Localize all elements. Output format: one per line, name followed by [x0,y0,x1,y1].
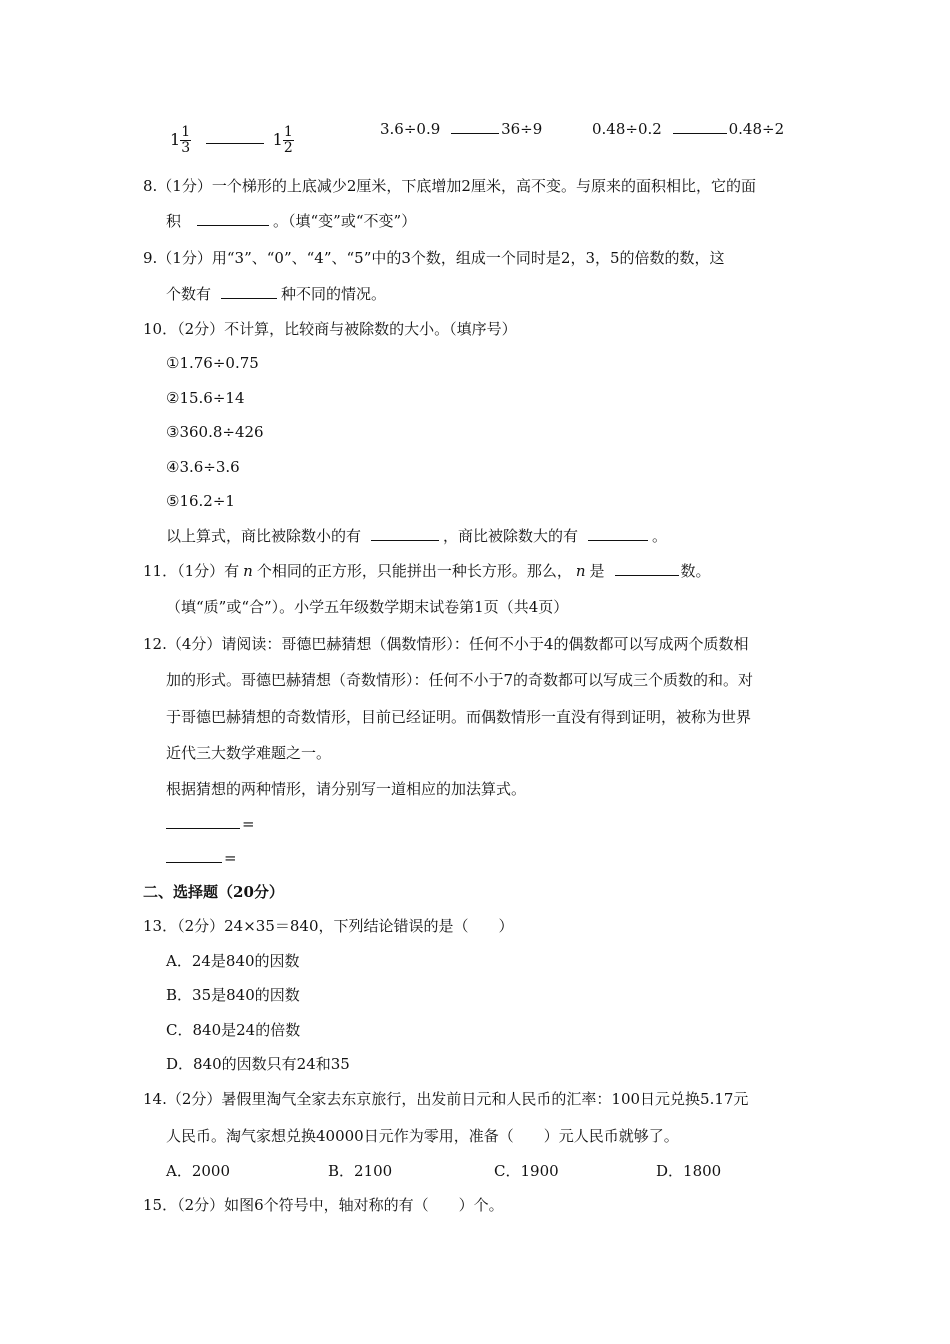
q12-line4: 近代三大数学难题之一。 [166,744,332,762]
q12-line2: 加的形式。哥德巴赫猜想（奇数情形）：任何不小于7的奇数都可以写成三个质数的和。对 [166,671,754,689]
answer-blank[interactable] [615,561,679,576]
compare-expression-1 [380,119,542,139]
fraction-1 [180,125,191,156]
compare-expression-2 [592,119,784,139]
q10-answer-post: 。 [652,527,668,545]
answer-blank[interactable] [206,129,264,144]
fraction-1-numerator: 1 [181,123,191,140]
q8-line2 [166,211,416,231]
mixed-number-1-whole: 1 [170,130,181,149]
q9-line2-pre: 个数有 [166,285,212,303]
answer-blank[interactable] [588,526,648,541]
q11-mid: 个相同的正方形，只能拼出一种长方形。那么， [256,562,572,580]
q9-line2 [166,284,386,304]
q10-title: 10．（2分）不计算，比较商与被除数的大小。（填序号） [143,320,517,338]
q10-item: ③360.8÷426 [166,423,264,441]
q8-line1: 8.（1分）一个梯形的上底减少2厘米，下底增加2厘米，高不变。与原来的面积相比，它的面 [143,177,756,195]
answer-blank[interactable] [371,526,439,541]
q10-answer-mid: ，商比被除数大的有 [443,527,579,545]
q10-answer-line [166,526,667,546]
q8-line2-post: 。（填“变”或“不变”） [273,212,417,230]
answer-blank[interactable] [673,119,727,134]
q12-equation-1 [166,814,255,834]
q11-variable: n [243,562,253,580]
q11-line2: （填“质”或“合”）。小学五年级数学期末试卷第1页（共4页） [166,598,569,616]
q12-line5: 根据猜想的两种情形，请分别写一道相应的加法算式。 [166,780,527,798]
q13-title: 13．（2分）24×35＝840，下列结论错误的是（ ） [143,917,514,935]
q10-item: ⑤16.2÷1 [166,492,235,510]
q15-title: 15．（2分）如图6个符号中，轴对称的有（ ）个。 [143,1196,504,1214]
fraction-2 [283,125,294,156]
q14-option[interactable]: A．2000 [166,1162,231,1180]
answer-blank[interactable] [197,211,269,226]
q11-line1 [143,561,711,581]
q11-variable: n [575,562,586,580]
q9-line1: 9.（1分）用“3”、“0”、“4”、“5”中的3个数，组成一个同时是2，3，5的倍数的数，这 [143,249,725,267]
q10-item: ①1.76÷0.75 [166,354,259,372]
q14-line1: 14.（2分）暑假里淘气全家去东京旅行，出发前日元和人民币的汇率：100日元兑换5.17元 [143,1090,749,1108]
q10-item: ②15.6÷14 [166,389,245,407]
q12-equation-2 [166,848,237,868]
compare-row [170,118,294,160]
fraction-2-denominator: 2 [283,139,293,156]
q10-answer-pre: 以上算式，商比被除数小的有 [166,527,362,545]
answer-blank[interactable] [166,814,240,829]
q11-mid2: 是 [589,562,605,580]
equals-sign: = [242,815,255,833]
q12-line1: 12.（4分）请阅读：哥德巴赫猜想（偶数情形）：任何不小于4的偶数都可以写成两个质数相 [143,635,749,653]
q8-line2-pre: 积 [166,212,182,230]
q14-option[interactable]: C．1900 [494,1162,559,1180]
q13-option[interactable]: B．35是840的因数 [166,986,300,1004]
equals-sign: = [224,849,237,867]
q10-item: ④3.6÷3.6 [166,458,240,476]
q13-option[interactable]: C．840是24的倍数 [166,1021,301,1039]
mixed-number-2-whole: 1 [272,130,283,149]
expr2-left: 0.48÷0.2 [592,120,662,138]
answer-blank[interactable] [221,284,277,299]
fraction-1-denominator: 3 [181,139,191,156]
q14-line2: 人民币。淘气家想兑换40000日元作为零用，准备（ ）元人民币就够了。 [166,1127,679,1145]
expr1-left: 3.6÷0.9 [380,120,441,138]
section-title: 二、选择题（20分） [143,883,284,901]
q13-option[interactable]: D．840的因数只有24和35 [166,1055,350,1073]
q9-line2-post: 种不同的情况。 [281,285,387,303]
fraction-2-numerator: 1 [283,123,293,140]
q11-post: 数。 [680,562,711,580]
q14-option[interactable]: D．1800 [656,1162,722,1180]
q12-line3: 于哥德巴赫猜想的奇数情形，目前已经证明。而偶数情形一直没有得到证明，被称为世界 [166,708,752,726]
q13-option[interactable]: A．24是840的因数 [166,952,300,970]
answer-blank[interactable] [166,848,222,863]
q11-pre: 11．（1分）有 [143,562,240,580]
expr1-right: 36÷9 [501,120,543,138]
answer-blank[interactable] [451,119,499,134]
expr2-right: 0.48÷2 [728,120,785,138]
q14-option[interactable]: B．2100 [328,1162,393,1180]
